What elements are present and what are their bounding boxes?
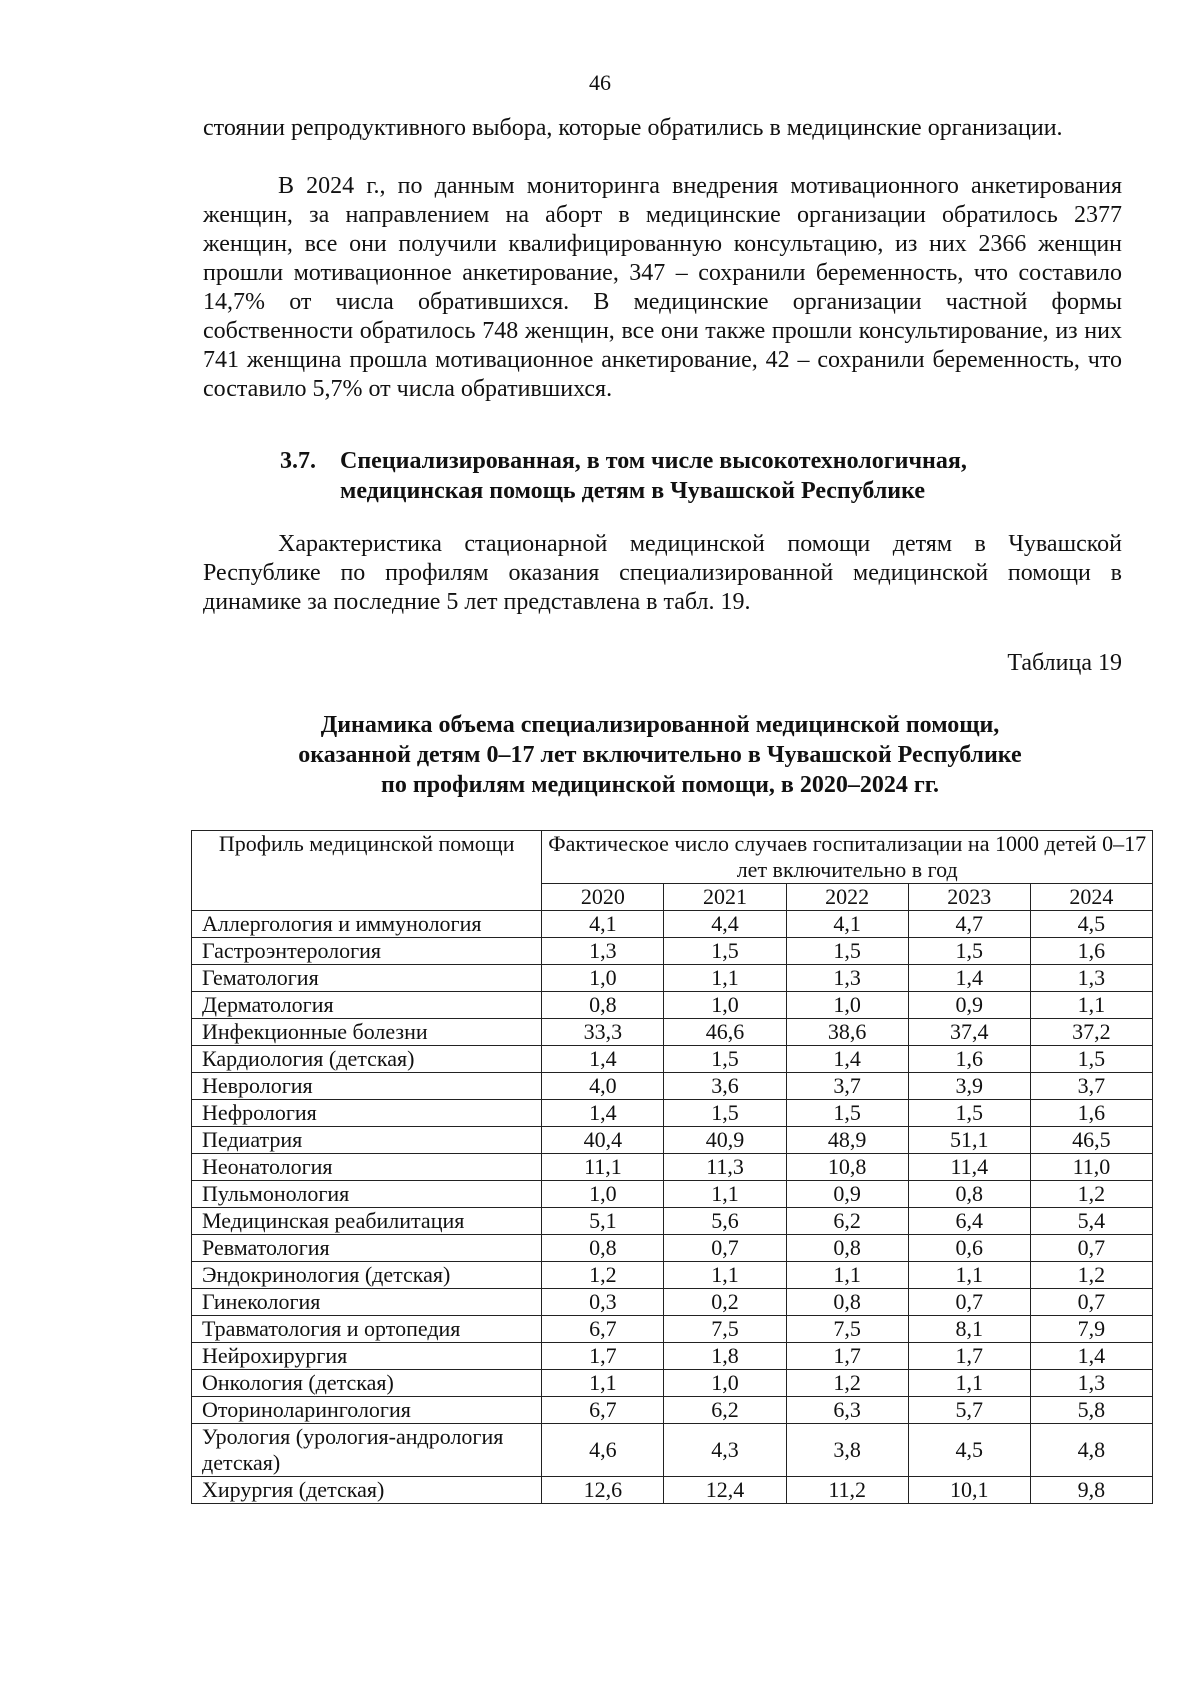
section-title-line2: медицинская помощь детям в Чувашской Республике xyxy=(340,478,926,504)
row-profile-name: Хирургия (детская) xyxy=(192,1477,542,1504)
row-value: 0,3 xyxy=(542,1289,664,1316)
row-value: 0,7 xyxy=(1030,1289,1152,1316)
row-value: 3,7 xyxy=(786,1073,908,1100)
row-value: 0,8 xyxy=(542,992,664,1019)
table-row xyxy=(192,1181,1153,1208)
row-value: 6,3 xyxy=(786,1397,908,1424)
header-year: 2023 xyxy=(908,884,1030,911)
row-value: 7,5 xyxy=(664,1316,786,1343)
table-row xyxy=(192,1235,1153,1262)
header-year: 2022 xyxy=(786,884,908,911)
row-value: 3,6 xyxy=(664,1073,786,1100)
row-value: 0,8 xyxy=(542,1235,664,1262)
header-group: Фактическое число случаев госпитализации на 1000 детей 0–17 лет включительно в год xyxy=(542,831,1153,884)
table-title-line3: по профилям медицинской помощи, в 2020–2024 гг. xyxy=(381,772,939,798)
row-value: 3,7 xyxy=(1030,1073,1152,1100)
row-profile-name: Ревматология xyxy=(192,1235,542,1262)
row-value: 12,4 xyxy=(664,1477,786,1504)
row-value: 11,3 xyxy=(664,1154,786,1181)
row-profile-name: Педиатрия xyxy=(192,1127,542,1154)
table-title-line1: Динамика объема специализированной медицинской помощи, xyxy=(320,712,1000,738)
row-value: 1,2 xyxy=(786,1370,908,1397)
row-value: 3,8 xyxy=(786,1424,908,1477)
row-value: 1,2 xyxy=(542,1262,664,1289)
row-value: 1,4 xyxy=(542,1046,664,1073)
table-row xyxy=(192,1343,1153,1370)
row-value: 1,0 xyxy=(786,992,908,1019)
table-row xyxy=(192,1316,1153,1343)
row-value: 10,1 xyxy=(908,1477,1030,1504)
row-value: 5,1 xyxy=(542,1208,664,1235)
header-year: 2021 xyxy=(664,884,786,911)
row-value: 1,4 xyxy=(1030,1343,1152,1370)
row-value: 11,2 xyxy=(786,1477,908,1504)
row-value: 5,8 xyxy=(1030,1397,1152,1424)
row-value: 4,7 xyxy=(908,911,1030,938)
row-value: 0,9 xyxy=(908,992,1030,1019)
header-year: 2020 xyxy=(542,884,664,911)
row-value: 37,4 xyxy=(908,1019,1030,1046)
table-row xyxy=(192,965,1153,992)
section-heading xyxy=(280,446,1080,506)
row-value: 1,2 xyxy=(1030,1181,1152,1208)
row-value: 1,0 xyxy=(542,965,664,992)
row-value: 6,2 xyxy=(786,1208,908,1235)
row-value: 0,6 xyxy=(908,1235,1030,1262)
row-value: 1,1 xyxy=(1030,992,1152,1019)
row-value: 1,5 xyxy=(786,938,908,965)
row-value: 12,6 xyxy=(542,1477,664,1504)
row-profile-name: Нефрология xyxy=(192,1100,542,1127)
table-title-line2: оказанной детям 0–17 лет включительно в Чувашской Республике xyxy=(298,742,1022,768)
row-value: 48,9 xyxy=(786,1127,908,1154)
row-value: 1,5 xyxy=(664,1100,786,1127)
row-value: 4,3 xyxy=(664,1424,786,1477)
row-profile-name: Неонатология xyxy=(192,1154,542,1181)
row-value: 8,1 xyxy=(908,1316,1030,1343)
table-row xyxy=(192,1019,1153,1046)
row-value: 40,9 xyxy=(664,1127,786,1154)
row-value: 11,1 xyxy=(542,1154,664,1181)
row-value: 0,8 xyxy=(786,1289,908,1316)
row-profile-name: Оториноларингология xyxy=(192,1397,542,1424)
row-profile-name: Инфекционные болезни xyxy=(192,1019,542,1046)
row-profile-name: Гинекология xyxy=(192,1289,542,1316)
row-value: 5,7 xyxy=(908,1397,1030,1424)
row-value: 1,7 xyxy=(542,1343,664,1370)
row-value: 5,4 xyxy=(1030,1208,1152,1235)
table-row xyxy=(192,938,1153,965)
row-value: 1,5 xyxy=(908,1100,1030,1127)
table-title xyxy=(200,710,1120,800)
table-row xyxy=(192,1127,1153,1154)
row-profile-name: Травматология и ортопедия xyxy=(192,1316,542,1343)
row-value: 1,2 xyxy=(1030,1262,1152,1289)
row-value: 4,1 xyxy=(542,911,664,938)
row-value: 1,3 xyxy=(1030,965,1152,992)
row-profile-name: Неврология xyxy=(192,1073,542,1100)
row-value: 1,0 xyxy=(542,1181,664,1208)
row-value: 1,1 xyxy=(908,1370,1030,1397)
row-profile-name: Пульмонология xyxy=(192,1181,542,1208)
row-value: 0,7 xyxy=(1030,1235,1152,1262)
row-value: 1,5 xyxy=(1030,1046,1152,1073)
row-value: 4,5 xyxy=(908,1424,1030,1477)
row-value: 1,1 xyxy=(786,1262,908,1289)
row-profile-name: Медицинская реабилитация xyxy=(192,1208,542,1235)
table-row xyxy=(192,1046,1153,1073)
row-value: 1,5 xyxy=(908,938,1030,965)
row-profile-name: Онкология (детская) xyxy=(192,1370,542,1397)
row-value: 1,3 xyxy=(1030,1370,1152,1397)
row-value: 38,6 xyxy=(786,1019,908,1046)
paragraph-continuation: стоянии репродуктивного выбора, которые обратились в медицинские организации. xyxy=(203,115,1063,141)
row-value: 0,7 xyxy=(664,1235,786,1262)
row-value: 46,5 xyxy=(1030,1127,1152,1154)
row-value: 1,6 xyxy=(1030,1100,1152,1127)
row-value: 4,5 xyxy=(1030,911,1152,938)
section-title-line1: Специализированная, в том числе высокотехнологичная, xyxy=(340,448,967,474)
row-value: 6,7 xyxy=(542,1316,664,1343)
table-row xyxy=(192,1262,1153,1289)
table-row xyxy=(192,1370,1153,1397)
header-profile: Профиль медицинской помощи xyxy=(192,831,542,911)
table-row xyxy=(192,911,1153,938)
row-value: 1,4 xyxy=(786,1046,908,1073)
row-value: 7,9 xyxy=(1030,1316,1152,1343)
row-value: 1,6 xyxy=(908,1046,1030,1073)
row-value: 11,0 xyxy=(1030,1154,1152,1181)
paragraph-abortion-monitoring: В 2024 г., по данным мониторинга внедрения мотивационного анкетирования женщин, за направлением на аборт в медицинские организации обратилось 2377 женщин, все они получили квалифицированную консультацию, из них 2366 женщин прошли мотивационное анкетирование, 347 – сохранили беременность, что составило 14,7% от числа обратившихся. В медицинские организации частной формы собственности обратилось 748 женщин, все они также прошли консультирование, из них 741 женщина прошла мотивационное анкетирование, 42 – сохранили беременность, что составило 5,7% от числа обратившихся. xyxy=(203,173,1122,402)
row-value: 3,9 xyxy=(908,1073,1030,1100)
row-value: 4,1 xyxy=(786,911,908,938)
row-value: 1,4 xyxy=(908,965,1030,992)
table-row xyxy=(192,992,1153,1019)
header-year: 2024 xyxy=(1030,884,1152,911)
row-value: 1,3 xyxy=(786,965,908,992)
row-profile-name: Дерматология xyxy=(192,992,542,1019)
row-value: 1,1 xyxy=(908,1262,1030,1289)
row-value: 1,5 xyxy=(786,1100,908,1127)
section-number: 3.7. xyxy=(280,448,316,474)
row-profile-name: Эндокринология (детская) xyxy=(192,1262,542,1289)
row-value: 1,7 xyxy=(908,1343,1030,1370)
row-value: 4,6 xyxy=(542,1424,664,1477)
table-label: Таблица 19 xyxy=(1007,650,1122,676)
table-row xyxy=(192,1289,1153,1316)
row-value: 10,8 xyxy=(786,1154,908,1181)
table-row xyxy=(192,1073,1153,1100)
table-row xyxy=(192,1100,1153,1127)
table-row xyxy=(192,1424,1153,1477)
row-value: 0,2 xyxy=(664,1289,786,1316)
row-value: 51,1 xyxy=(908,1127,1030,1154)
row-value: 9,8 xyxy=(1030,1477,1152,1504)
row-profile-name: Аллергология и иммунология xyxy=(192,911,542,938)
row-value: 0,9 xyxy=(786,1181,908,1208)
row-value: 1,1 xyxy=(664,1181,786,1208)
row-value: 40,4 xyxy=(542,1127,664,1154)
hospitalization-table xyxy=(191,830,1153,1504)
table-row xyxy=(192,1154,1153,1181)
row-profile-name: Гастроэнтерология xyxy=(192,938,542,965)
row-profile-name: Кардиология (детская) xyxy=(192,1046,542,1073)
row-value: 33,3 xyxy=(542,1019,664,1046)
row-value: 1,6 xyxy=(1030,938,1152,965)
row-value: 1,8 xyxy=(664,1343,786,1370)
row-value: 4,0 xyxy=(542,1073,664,1100)
row-value: 1,3 xyxy=(542,938,664,965)
row-value: 0,7 xyxy=(908,1289,1030,1316)
row-value: 6,4 xyxy=(908,1208,1030,1235)
row-profile-name: Гематология xyxy=(192,965,542,992)
table-body xyxy=(192,911,1153,1504)
page-number: 46 xyxy=(589,70,611,95)
table-row xyxy=(192,1208,1153,1235)
row-value: 7,5 xyxy=(786,1316,908,1343)
paragraph-table-intro: Характеристика стационарной медицинской помощи детям в Чувашской Республике по профилям оказания специализированной медицинской помощи в динамике за последние 5 лет представлена в табл. 19. xyxy=(203,531,1122,615)
row-value: 1,1 xyxy=(664,1262,786,1289)
row-value: 1,5 xyxy=(664,1046,786,1073)
row-value: 1,4 xyxy=(542,1100,664,1127)
row-value: 1,1 xyxy=(664,965,786,992)
row-value: 1,1 xyxy=(542,1370,664,1397)
row-value: 4,4 xyxy=(664,911,786,938)
row-value: 1,5 xyxy=(664,938,786,965)
row-value: 11,4 xyxy=(908,1154,1030,1181)
row-value: 1,7 xyxy=(786,1343,908,1370)
row-value: 46,6 xyxy=(664,1019,786,1046)
row-value: 37,2 xyxy=(1030,1019,1152,1046)
row-value: 5,6 xyxy=(664,1208,786,1235)
row-value: 1,0 xyxy=(664,1370,786,1397)
row-value: 6,2 xyxy=(664,1397,786,1424)
row-value: 4,8 xyxy=(1030,1424,1152,1477)
row-profile-name: Нейрохирургия xyxy=(192,1343,542,1370)
row-profile-name: Урология (урология-андрология детская) xyxy=(192,1424,542,1477)
row-value: 0,8 xyxy=(908,1181,1030,1208)
row-value: 0,8 xyxy=(786,1235,908,1262)
table-row xyxy=(192,1477,1153,1504)
table-row xyxy=(192,1397,1153,1424)
row-value: 6,7 xyxy=(542,1397,664,1424)
row-value: 1,0 xyxy=(664,992,786,1019)
